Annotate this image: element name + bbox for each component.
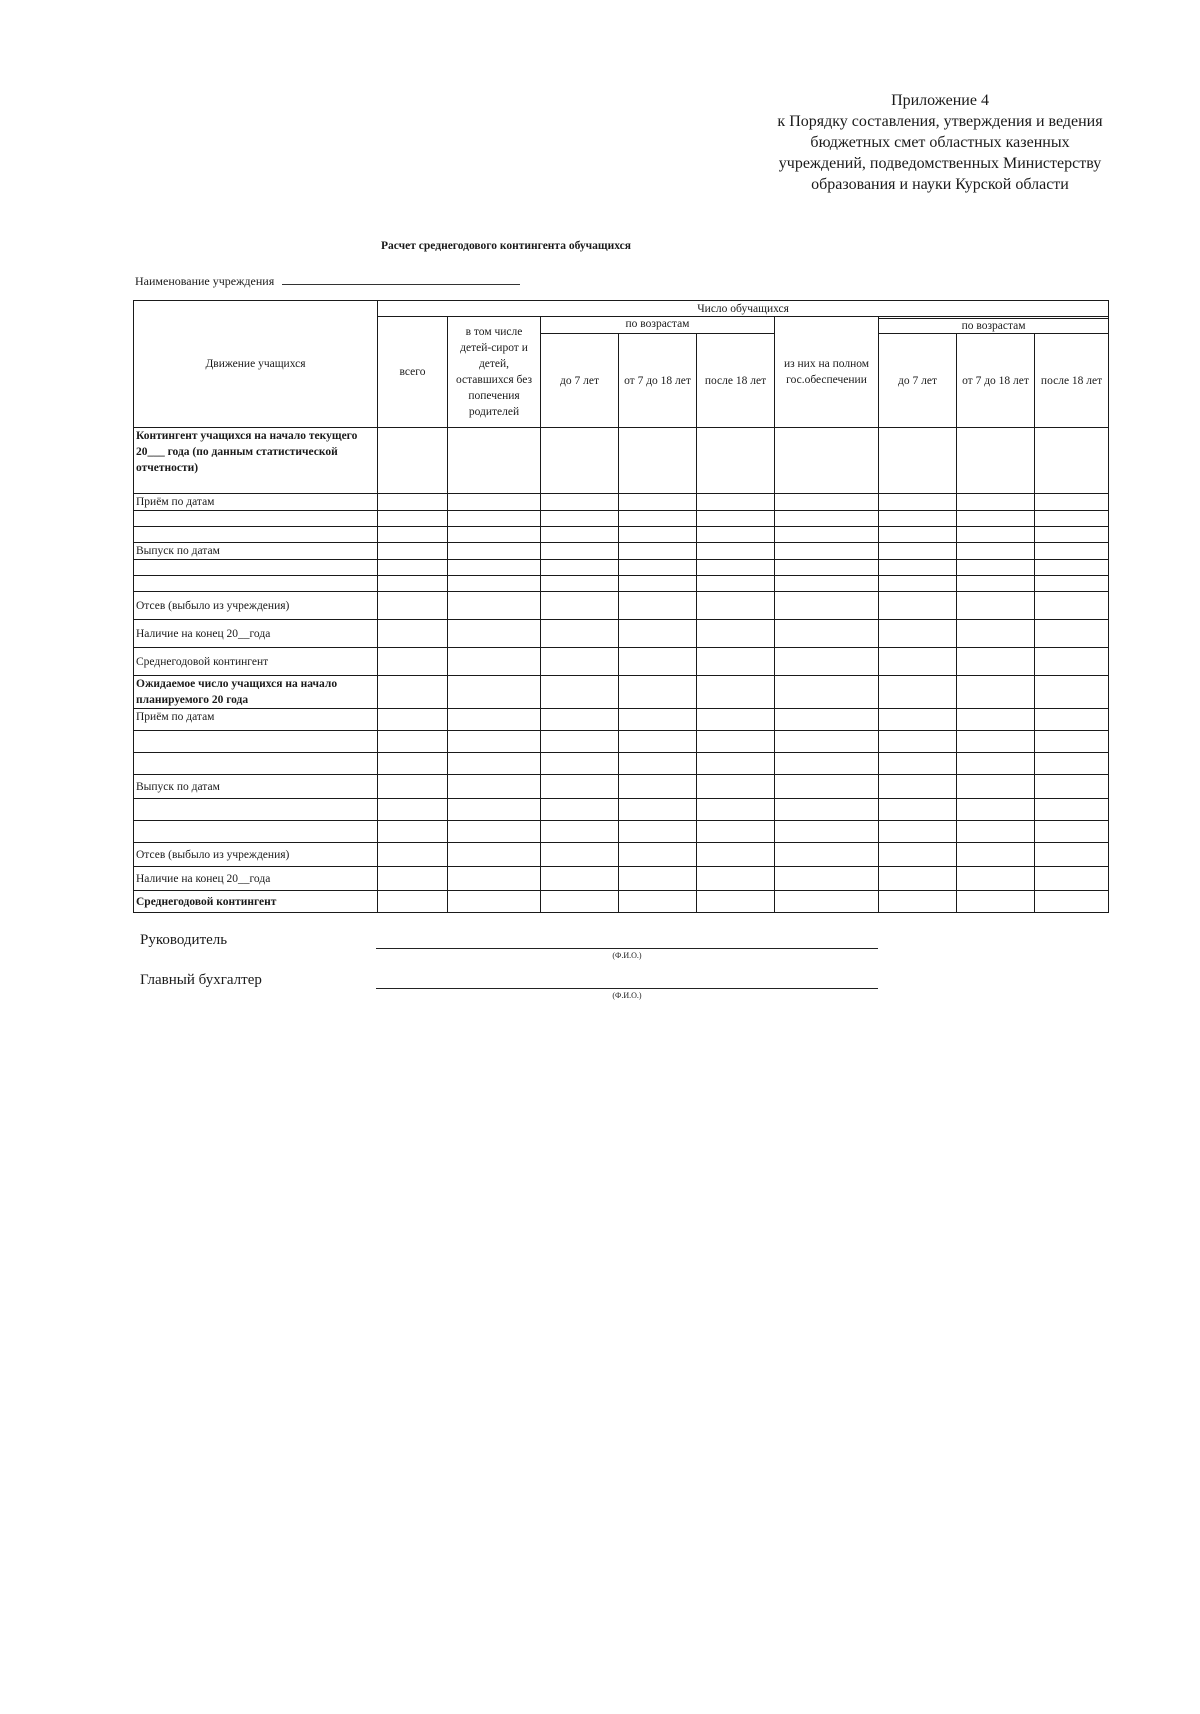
- appendix-line: к Порядку составления, утверждения и ведения: [777, 113, 1103, 130]
- table-row: [134, 620, 1109, 648]
- table-row: [134, 428, 1109, 494]
- table-row: [134, 843, 1109, 867]
- row-label: Отсев (выбыло из учреждения): [134, 843, 378, 867]
- appendix-block: [760, 90, 1120, 195]
- header-under-7: до 7 лет: [879, 334, 957, 428]
- header-by-age: по возрастам: [879, 319, 1109, 334]
- institution-label: Наименование учреждения: [135, 274, 275, 288]
- table-row: [134, 560, 1109, 576]
- signature-head-fio: (Ф.И.О.): [612, 951, 642, 960]
- table-row: [134, 867, 1109, 891]
- table-row: [134, 511, 1109, 527]
- document-title: Расчет среднегодового контингента обучащихся: [381, 240, 631, 252]
- table-row: [134, 494, 1109, 511]
- header-7-to-18: от 7 до 18 лет: [957, 334, 1035, 428]
- row-label: Выпуск по датам: [134, 775, 378, 799]
- header-count-students: Число обучащихся: [378, 301, 1109, 317]
- appendix-line: бюджетных смет областных казенных: [810, 134, 1070, 151]
- table-row: [134, 891, 1109, 913]
- table-row: [134, 648, 1109, 676]
- row-label: Среднегодовой контингент: [134, 891, 378, 913]
- row-label: Ожидаемое число учащихся на начало планируемого 20 года: [134, 676, 378, 709]
- table-row: [134, 731, 1109, 753]
- table-row: [134, 676, 1109, 709]
- row-label: Наличие на конец 20__года: [134, 620, 378, 648]
- header-over-18: после 18 лет: [697, 334, 775, 428]
- header-total: всего: [378, 317, 448, 428]
- row-label: Наличие на конец 20__года: [134, 867, 378, 891]
- table-row: [134, 527, 1109, 543]
- signature-head-label: Руководитель: [140, 932, 228, 948]
- appendix-line: учреждений, подведомственных Министерству: [778, 155, 1102, 172]
- row-label: Выпуск по датам: [134, 543, 378, 560]
- header-orphans: в том числе детей-сирот и детей, оставшихся без попечения родителей: [448, 317, 541, 428]
- row-label: Приём по датам: [134, 709, 378, 731]
- header-7-to-18: от 7 до 18 лет: [619, 334, 697, 428]
- appendix-number: Приложение 4: [891, 92, 989, 109]
- row-label: Отсев (выбыло из учреждения): [134, 592, 378, 620]
- table-row: [134, 821, 1109, 843]
- row-label: Контингент учащихся на начало текущего 20___ года (по данным статистической отчетности): [134, 428, 378, 494]
- header-by-age: по возрастам: [541, 317, 775, 334]
- signature-accountant-fio: (Ф.И.О.): [612, 991, 642, 1000]
- signature-accountant-line[interactable]: [376, 988, 878, 989]
- header-over-18: после 18 лет: [1035, 334, 1109, 428]
- contingent-table: [133, 300, 1109, 913]
- signature-head-line[interactable]: [376, 948, 878, 949]
- header-movement: Движение учащихся: [134, 301, 378, 428]
- row-label: Среднегодовой контингент: [134, 648, 378, 676]
- table-row: [134, 775, 1109, 799]
- header-under-7: до 7 лет: [541, 334, 619, 428]
- appendix-line: образования и науки Курской области: [811, 176, 1069, 193]
- table-row: [134, 576, 1109, 592]
- header-full-support: из них на полном гос.обеспечении: [775, 317, 879, 428]
- institution-blank-line[interactable]: [282, 273, 520, 285]
- table-row: [134, 709, 1109, 731]
- table-row: [134, 592, 1109, 620]
- signature-accountant-label: Главный бухгалтер: [140, 972, 262, 988]
- table-row: [134, 543, 1109, 560]
- row-label: Приём по датам: [134, 494, 378, 511]
- table-row: [134, 799, 1109, 821]
- table-row: [134, 753, 1109, 775]
- institution-field: [135, 273, 520, 289]
